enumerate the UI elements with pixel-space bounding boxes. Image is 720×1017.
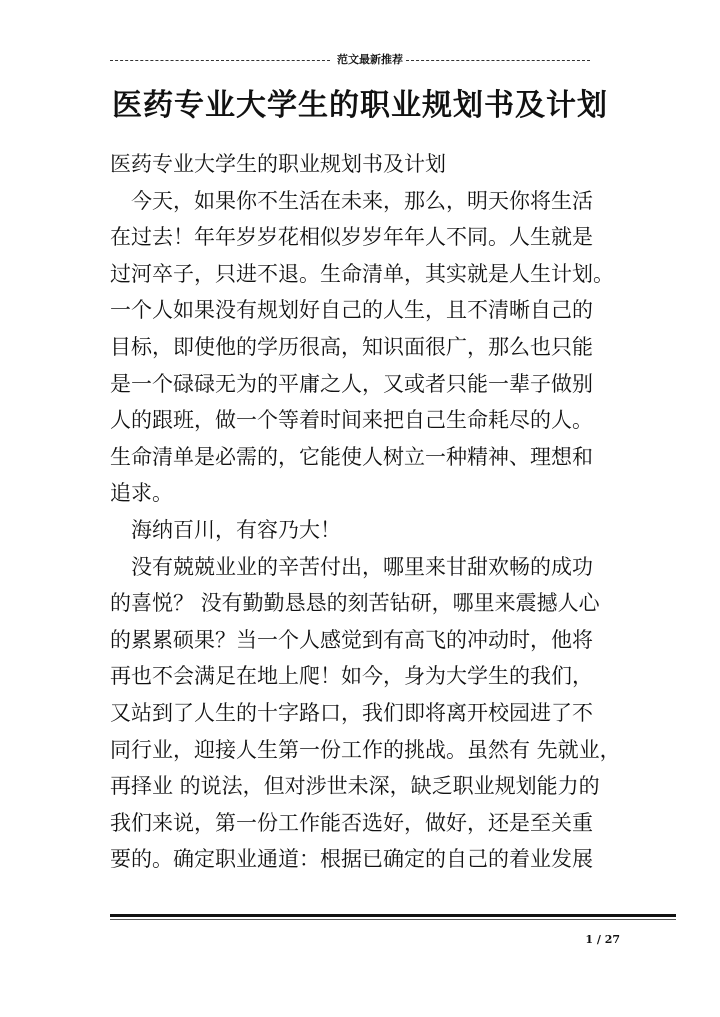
footer-rule-thin xyxy=(110,919,676,920)
body-line: 我们来说，第一份工作能否选好，做好，还是至关重 xyxy=(110,810,593,835)
header-divider-right xyxy=(406,60,590,61)
document-body xyxy=(110,146,621,878)
body-line: 一个人如果没有规划好自己的人生，且不清晰自己的 xyxy=(110,298,593,323)
footer-rule xyxy=(110,914,676,917)
document-title: 医药专业大学生的职业规划书及计划 xyxy=(112,88,608,123)
body-line: 海纳百川，有容乃大！ xyxy=(110,517,341,542)
body-line: 没有兢兢业业的辛苦付出，哪里来甘甜欢畅的成功 xyxy=(110,554,593,579)
body-line: 生命清单是必需的，它能使人树立一种精神、理想和 xyxy=(110,444,593,469)
body-line: 的喜悦？ 没有勤勤恳恳的刻苦钻研，哪里来震撼人心 xyxy=(110,591,600,616)
body-line: 是一个碌碌无为的平庸之人，又或者只能一辈子做别 xyxy=(110,371,593,396)
page-header xyxy=(110,52,590,68)
body-line: 的累累硕果？当一个人感觉到有高飞的冲动时，他将 xyxy=(110,627,593,652)
body-line: 再也不会满足在地上爬！如今，身为大学生的我们， xyxy=(110,664,593,689)
body-line: 人的跟班，做一个等着时间来把自己生命耗尽的人。 xyxy=(110,408,593,433)
header-divider-left xyxy=(110,60,330,61)
body-line: 要的。确定职业通道：根据已确定的自己的着业发展 xyxy=(110,847,593,872)
body-line: 追求。 xyxy=(110,481,173,506)
body-line: 过河卒子，只进不退。生命清单，其实就是人生计划。 xyxy=(110,261,614,286)
body-line: 再择业 的说法，但对涉世未深，缺乏职业规划能力的 xyxy=(110,774,600,799)
body-line: 医药专业大学生的职业规划书及计划 xyxy=(110,152,446,176)
body-line: 在过去！年年岁岁花相似岁岁年年人不同。人生就是 xyxy=(110,225,593,250)
body-line: 同行业，迎接人生第一份工作的挑战。虽然有 先就业， xyxy=(110,737,621,762)
header-label: 范文最新推荐 xyxy=(337,53,403,66)
body-line: 今天，如果你不生活在未来，那么，明天你将生活 xyxy=(110,188,593,213)
body-line: 又站到了人生的十字路口，我们即将离开校园进了不 xyxy=(110,700,593,725)
page-number: 1 / 27 xyxy=(585,933,620,946)
body-line: 目标，即使他的学历很高，知识面很广，那么也只能 xyxy=(110,334,593,359)
